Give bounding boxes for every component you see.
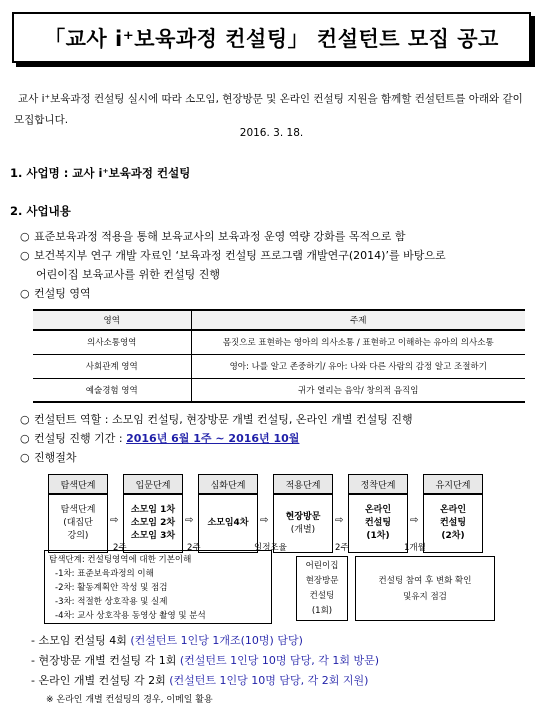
stage-box-line: 현장방문 bbox=[285, 511, 321, 522]
detail-line: 컨설팅 bbox=[309, 590, 335, 601]
stage-box-line: 소모임 2차 bbox=[130, 518, 176, 528]
detail-line: -1차: 표준보육과정의 이해 bbox=[55, 569, 154, 579]
right-arrow-icon: ⇨ bbox=[335, 515, 344, 526]
stage-box-line: 소모임4차 bbox=[207, 518, 249, 528]
detail-line: 현장방문 bbox=[305, 575, 339, 586]
stage-box-line: 온라인 bbox=[364, 505, 392, 515]
sub-item-detail: (컨설턴트 1인당 1개조(10명) 담당) bbox=[130, 634, 303, 647]
bullet-period bbox=[20, 430, 299, 448]
bullet-text: 컨설턴트 역할 : 소모임 컨설팅, 현장방문 개별 컨설팅, 온라인 개별 컨설팅 진행 bbox=[34, 413, 413, 426]
detail-line: 탐색단계: 컨설팅영역에 대한 기본이해 bbox=[49, 555, 192, 565]
table-cell-area: 예술경험 영역 bbox=[33, 378, 191, 402]
bullet-consultant-role bbox=[20, 411, 413, 429]
circle-bullet-icon: ○ bbox=[20, 451, 30, 464]
section-1-heading: 1. 사업명 : 교사 i⁺보육과정 컨설팅 bbox=[10, 166, 191, 180]
stage-box-line: (대집단 bbox=[63, 518, 93, 528]
table-cell-area: 의사소통영역 bbox=[33, 330, 191, 354]
detail-box-sessions bbox=[44, 550, 272, 624]
stage-box bbox=[423, 494, 483, 553]
table-header-area: 영역 bbox=[33, 310, 191, 330]
bullet-text: 컨설팅 진행 기간 : bbox=[34, 432, 127, 445]
announcement-date: 2016. 3. 18. bbox=[239, 127, 304, 139]
bullet-text: 표준보육과정 적용을 통해 보육교사의 보육과정 운영 역량 강화를 목적으로 함 bbox=[34, 230, 406, 243]
detail-box-followup bbox=[355, 556, 495, 621]
stage-label: 유지단계 bbox=[423, 474, 483, 494]
duration-label: 2주 bbox=[335, 543, 349, 553]
title-box bbox=[12, 12, 531, 63]
detail-line: -4차: 교사 상호작용 동영상 촬영 및 분석 bbox=[55, 611, 206, 621]
bullet-text: 컨설팅 영역 bbox=[34, 287, 91, 300]
table-row bbox=[33, 378, 525, 402]
detail-box-visit bbox=[296, 556, 348, 621]
duration-label: 2주 bbox=[113, 543, 127, 553]
table-cell-topic: 귀가 열리는 음악/ 창의적 음직임 bbox=[191, 378, 525, 402]
stage-box-line: (2차) bbox=[441, 531, 465, 541]
sub-item-label: - 소모임 컨설팅 4회 bbox=[31, 634, 131, 647]
stage-box bbox=[123, 494, 183, 553]
stage-box-line: 컨설팅 bbox=[439, 518, 467, 528]
detail-line: -2차: 활동계획안 작성 및 점검 bbox=[55, 583, 168, 593]
stage-box-line: 컨설팅 bbox=[364, 518, 392, 528]
detail-line: 어린이집 bbox=[305, 560, 339, 571]
intro-text: 교사 i⁺보육과정 컨설팅 실시에 따라 소모임, 현장방문 및 온라인 컨설팅 지원을 함께할 컨설턴트를 아래와 같이 모집합니다. bbox=[14, 93, 523, 126]
bullet-text: 보건복지부 연구 개발 자료인 ‘보육과정 컨설팅 프로그램 개발연구(2014)’를 바탕으로 bbox=[34, 249, 446, 262]
period-value: 2016년 6월 1주 ~ 2016년 10월 bbox=[126, 432, 300, 445]
table-cell-topic: 몸짓으로 표현하는 영아의 의사소통 / 표현하고 이해하는 유아의 의사소통 bbox=[191, 330, 525, 354]
right-arrow-icon: ⇨ bbox=[185, 515, 194, 526]
bullet-basis-continued: 어린이집 보육교사를 위한 컨설팅 진행 bbox=[36, 268, 221, 281]
table-cell-area: 사회관계 영역 bbox=[33, 354, 191, 378]
stage-box-line: 강의) bbox=[67, 531, 89, 541]
stage-box-line: (개별) bbox=[290, 524, 316, 535]
stage-box-line: 소모임 3차 bbox=[130, 531, 176, 541]
stage-box-line: 소모임 1차 bbox=[130, 505, 176, 515]
duration-label: 1개월 bbox=[404, 543, 426, 553]
bullet-procedure bbox=[20, 449, 77, 467]
sub-item-label: - 온라인 개별 컨설팅 각 2회 bbox=[31, 674, 170, 687]
bullet-text: 진행절차 bbox=[34, 451, 77, 464]
detail-line: -3차: 적절한 상호작용 및 실제 bbox=[55, 597, 168, 607]
detail-line: 컨설팅 참여 후 변화 확인 bbox=[378, 575, 472, 586]
stage-box bbox=[348, 494, 408, 553]
stage-label: 적용단계 bbox=[273, 474, 333, 494]
sub-item-site-visit bbox=[31, 652, 379, 668]
detail-line: 및유지 점검 bbox=[403, 591, 447, 602]
stage-label: 탐색단계 bbox=[48, 474, 108, 494]
duration-label: 일정조율 bbox=[254, 543, 287, 553]
right-arrow-icon: ⇨ bbox=[110, 515, 119, 526]
stage-box-line: (1차) bbox=[366, 531, 390, 541]
online-note: ※ 온라인 개별 컨설팅의 경우, 이메일 활용 bbox=[46, 695, 213, 705]
circle-bullet-icon: ○ bbox=[20, 413, 30, 426]
bullet-basis bbox=[20, 247, 446, 265]
detail-line: (1회) bbox=[311, 605, 333, 616]
stage-box-line: 온라인 bbox=[439, 505, 467, 515]
page-title: 「교사 i⁺보육과정 컨설팅」 컨설턴트 모집 공고 bbox=[44, 26, 499, 51]
duration-label: 2주 bbox=[187, 543, 201, 553]
circle-bullet-icon: ○ bbox=[20, 432, 30, 445]
circle-bullet-icon: ○ bbox=[20, 249, 30, 262]
sub-item-detail: (컨설턴트 1인당 10명 담당, 각 2회 지원) bbox=[169, 674, 369, 687]
table-row bbox=[33, 330, 525, 354]
stage-box-line: 탐색단계 bbox=[60, 505, 96, 515]
table-cell-topic: 영아: 나를 알고 존중하기/ 유아: 나와 다른 사람의 감정 알고 조절하기 bbox=[191, 354, 525, 378]
table-header-topic: 주제 bbox=[191, 310, 525, 330]
sub-item-label: - 현장방문 개별 컨설팅 각 1회 bbox=[31, 654, 180, 667]
bullet-purpose bbox=[20, 228, 406, 246]
table-row bbox=[33, 354, 525, 378]
sub-item-small-group bbox=[31, 632, 303, 648]
sub-item-online bbox=[31, 672, 368, 688]
circle-bullet-icon: ○ bbox=[20, 287, 30, 300]
consulting-area-table bbox=[33, 309, 525, 403]
stage-label: 입문단계 bbox=[123, 474, 183, 494]
table-header-row bbox=[33, 310, 525, 330]
sub-item-detail: (컨설턴트 1인당 10명 담당, 각 1회 방문) bbox=[179, 654, 380, 667]
section-2-heading: 2. 사업내용 bbox=[10, 204, 71, 218]
circle-bullet-icon: ○ bbox=[20, 230, 30, 243]
stage-label: 정착단계 bbox=[348, 474, 408, 494]
stage-box bbox=[48, 494, 108, 553]
bullet-areas bbox=[20, 285, 91, 303]
right-arrow-icon: ⇨ bbox=[260, 515, 269, 526]
right-arrow-icon: ⇨ bbox=[410, 515, 419, 526]
stage-label: 심화단계 bbox=[198, 474, 258, 494]
stage-box bbox=[198, 494, 258, 553]
